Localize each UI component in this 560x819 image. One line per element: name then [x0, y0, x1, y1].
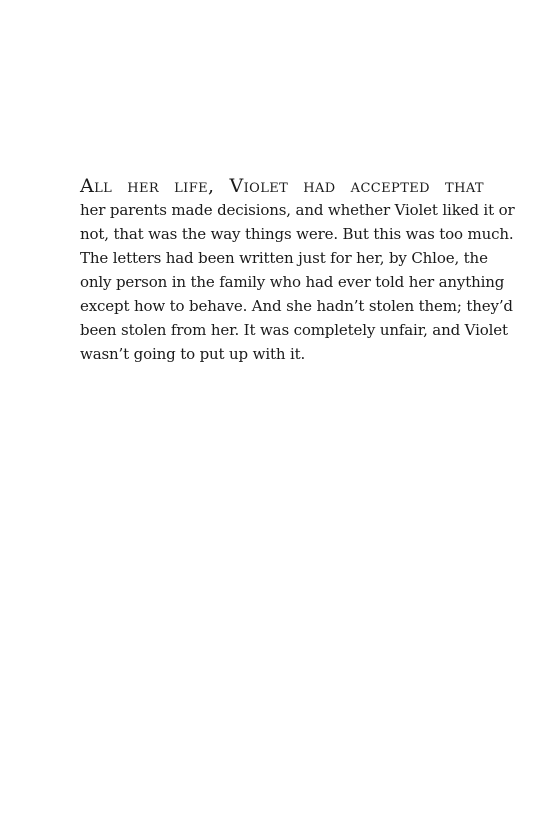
paragraph	[80, 174, 515, 366]
paragraph-line: her parents made decisions, and whether Violet liked it or	[80, 201, 515, 219]
paragraph-lead-in: All her life, Violet had accepted that	[80, 175, 484, 197]
paragraph-line: wasn’t going to put up with it.	[80, 345, 306, 363]
paragraph-line: except how to behave. And she hadn’t stolen them; they’d	[80, 297, 513, 315]
paragraph-line: been stolen from her. It was completely unfair, and Violet	[80, 321, 508, 339]
paragraph-line: The letters had been written just for her, by Chloe, the	[80, 249, 488, 267]
paragraph-line: only person in the family who had ever told her anything	[80, 273, 505, 291]
paragraph-line: not, that was the way things were. But this was too much.	[80, 225, 514, 243]
